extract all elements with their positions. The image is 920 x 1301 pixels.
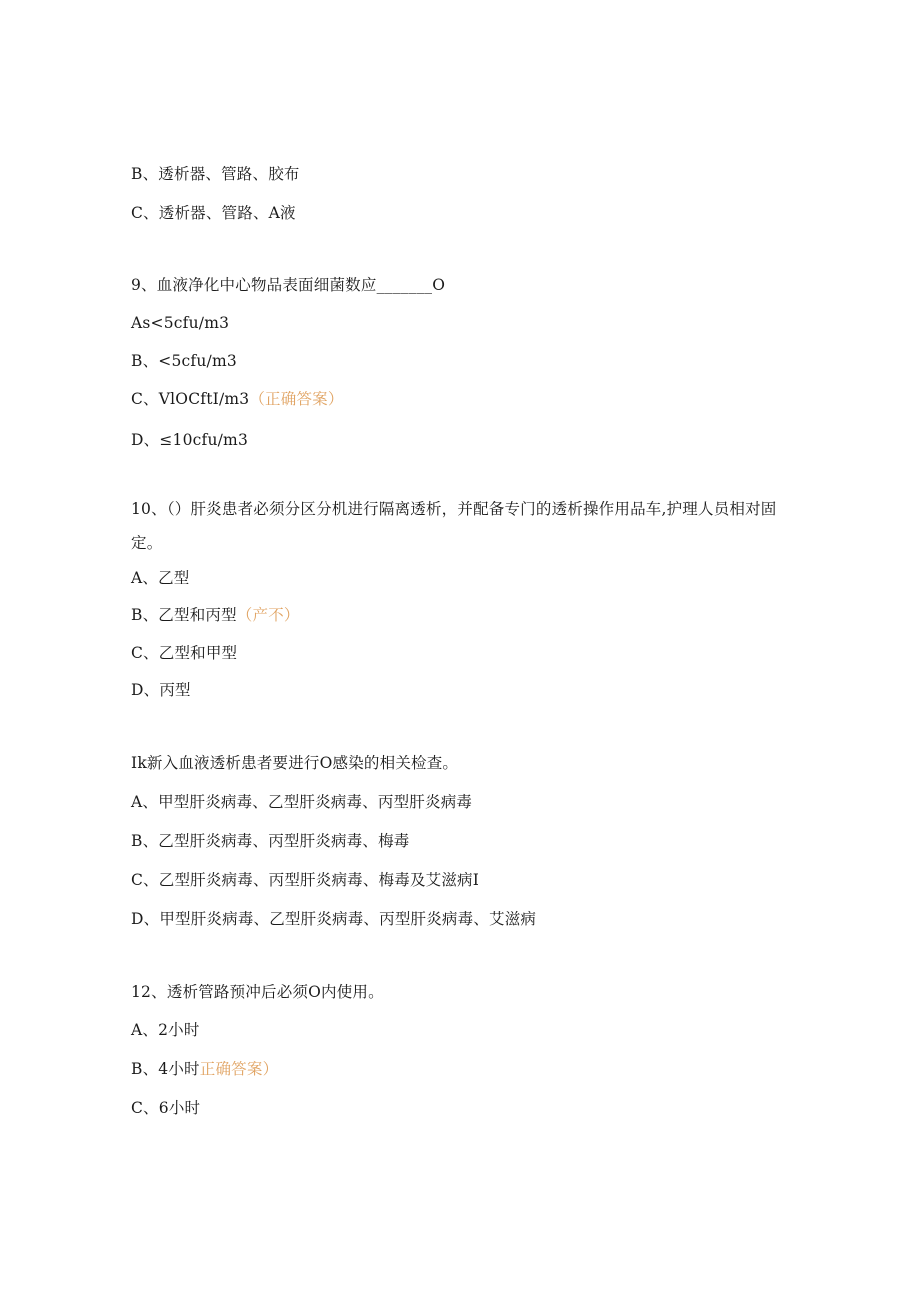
q11-option-a: A、甲型肝炎病毒、乙型肝炎病毒、丙型肝炎病毒 xyxy=(131,793,473,811)
q10-answer-note: （产不） xyxy=(236,606,300,624)
q9-option-b: B、<5cfu∕m3 xyxy=(131,352,237,370)
q10-option-d: D、丙型 xyxy=(131,681,191,699)
q10-option-b-text: B、乙型和丙型 xyxy=(131,606,237,624)
q10-question: 10、（）肝炎患者必须分区分机进行隔离透析，并配备专门的透析操作用品车,护理人员相对固定。 xyxy=(131,500,777,552)
q11-option-d: D、甲型肝炎病毒、乙型肝炎病毒、丙型肝炎病毒、艾滋病 xyxy=(131,910,537,928)
q12-option-b xyxy=(131,1059,278,1079)
q12-option-b-text: B、4小时 xyxy=(131,1060,200,1078)
q9-correct-answer-note: （正确答案） xyxy=(249,390,344,408)
q11-option-c: C、乙型肝炎病毒、丙型肝炎病毒、梅毒及艾滋病I xyxy=(131,871,480,889)
q12-option-c: C、6小时 xyxy=(131,1099,201,1117)
q9-option-d: D、≤10cfu∕m3 xyxy=(131,431,249,449)
q8-option-b: B、透析器、管路、胶布 xyxy=(131,165,300,183)
q9-option-c-text: C、VlOCftI∕m3 xyxy=(131,390,250,408)
q12-question: 12、透析管路预冲后必须O内使用。 xyxy=(131,983,384,1001)
q12-correct-answer-note: 正确答案） xyxy=(199,1060,279,1078)
q10-option-c: C、乙型和甲型 xyxy=(131,644,238,662)
q8-option-c: C、透析器、管路、A液 xyxy=(131,204,296,222)
q9-question: 9、血液净化中心物品表面细菌数应_______O xyxy=(131,276,446,294)
q9-option-c xyxy=(131,389,344,409)
q10-option-a: A、乙型 xyxy=(131,569,190,587)
q9-option-a: As<5cfu∕m3 xyxy=(131,314,230,332)
q12-option-a: A、2小时 xyxy=(131,1021,200,1039)
q10-option-b xyxy=(131,605,300,625)
q11-question: Ik新入血液透析患者要进行O感染的相关检查。 xyxy=(131,754,459,772)
q11-option-b: B、乙型肝炎病毒、丙型肝炎病毒、梅毒 xyxy=(131,832,410,850)
